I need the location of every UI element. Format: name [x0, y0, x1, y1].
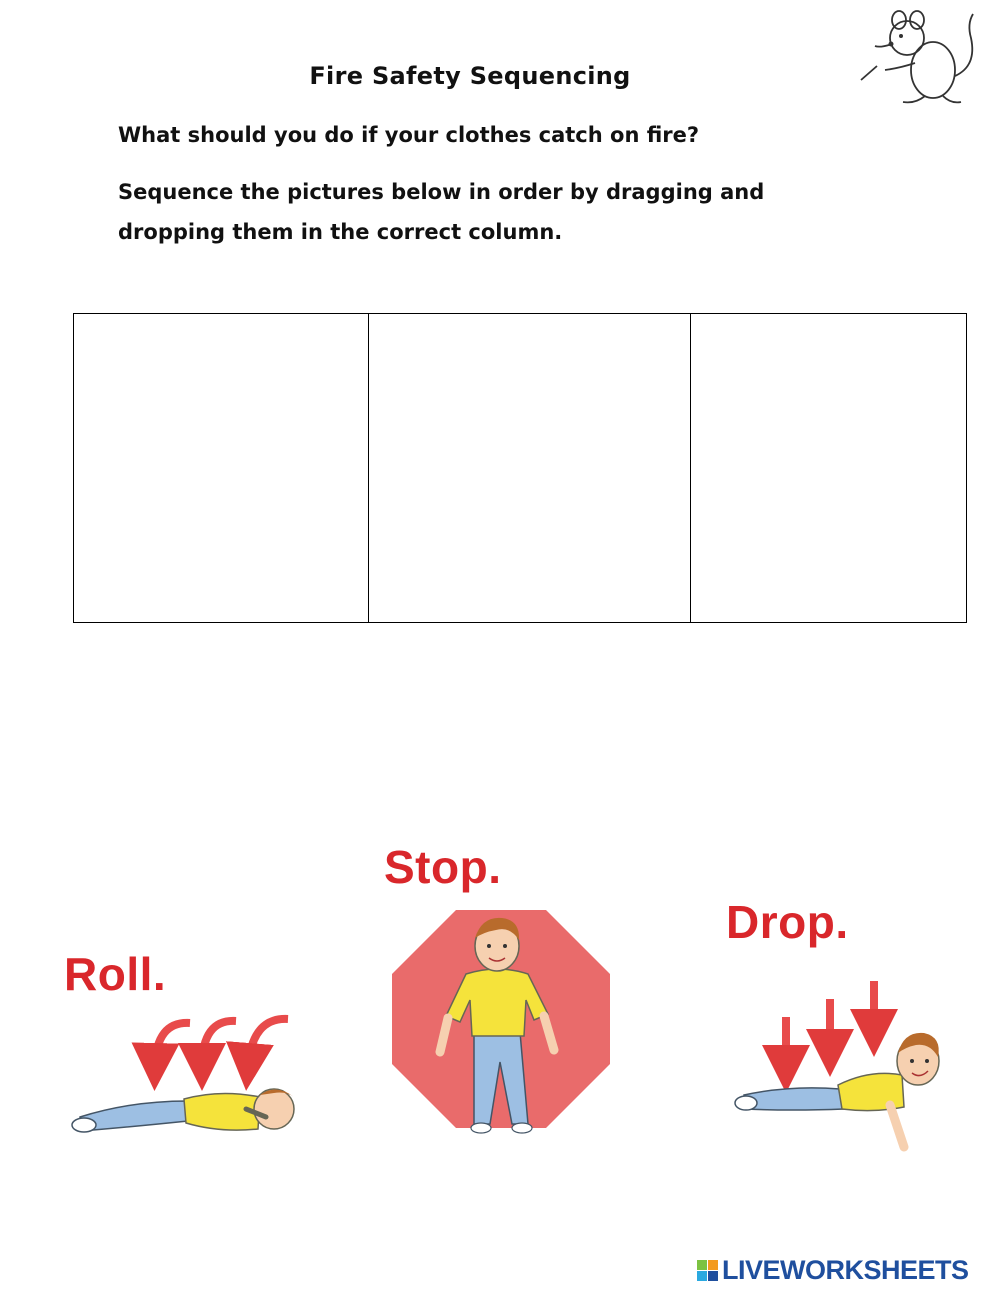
mouse-illustration — [855, 8, 983, 108]
dropping-child-illustration — [720, 957, 980, 1162]
card-roll-label: Roll. — [64, 948, 167, 1000]
card-roll[interactable] — [60, 945, 360, 1150]
page-title: Fire Safety Sequencing — [309, 62, 631, 90]
drop-zone-column-2[interactable] — [368, 314, 690, 622]
question-text: What should you do if your clothes catch on fire? — [118, 123, 700, 147]
drop-zone-column-1[interactable] — [74, 314, 368, 622]
standing-child-illustration — [378, 902, 628, 1157]
card-drop[interactable] — [720, 895, 980, 1165]
card-drop-label: Drop. — [726, 896, 849, 948]
liveworksheets-logo — [697, 1255, 969, 1286]
drop-zone-table — [73, 313, 967, 623]
liveworksheets-brand-text: LIVEWORKSHEETS — [722, 1255, 969, 1285]
liveworksheets-badge-icon — [697, 1260, 718, 1281]
drop-zone-column-3[interactable] — [690, 314, 966, 622]
card-stop[interactable] — [378, 840, 628, 1155]
instructions-text: Sequence the pictures below in order by dragging and dropping them in the correct column. — [118, 180, 765, 244]
rolling-child-illustration — [60, 1005, 360, 1155]
card-stop-label: Stop. — [384, 841, 502, 893]
